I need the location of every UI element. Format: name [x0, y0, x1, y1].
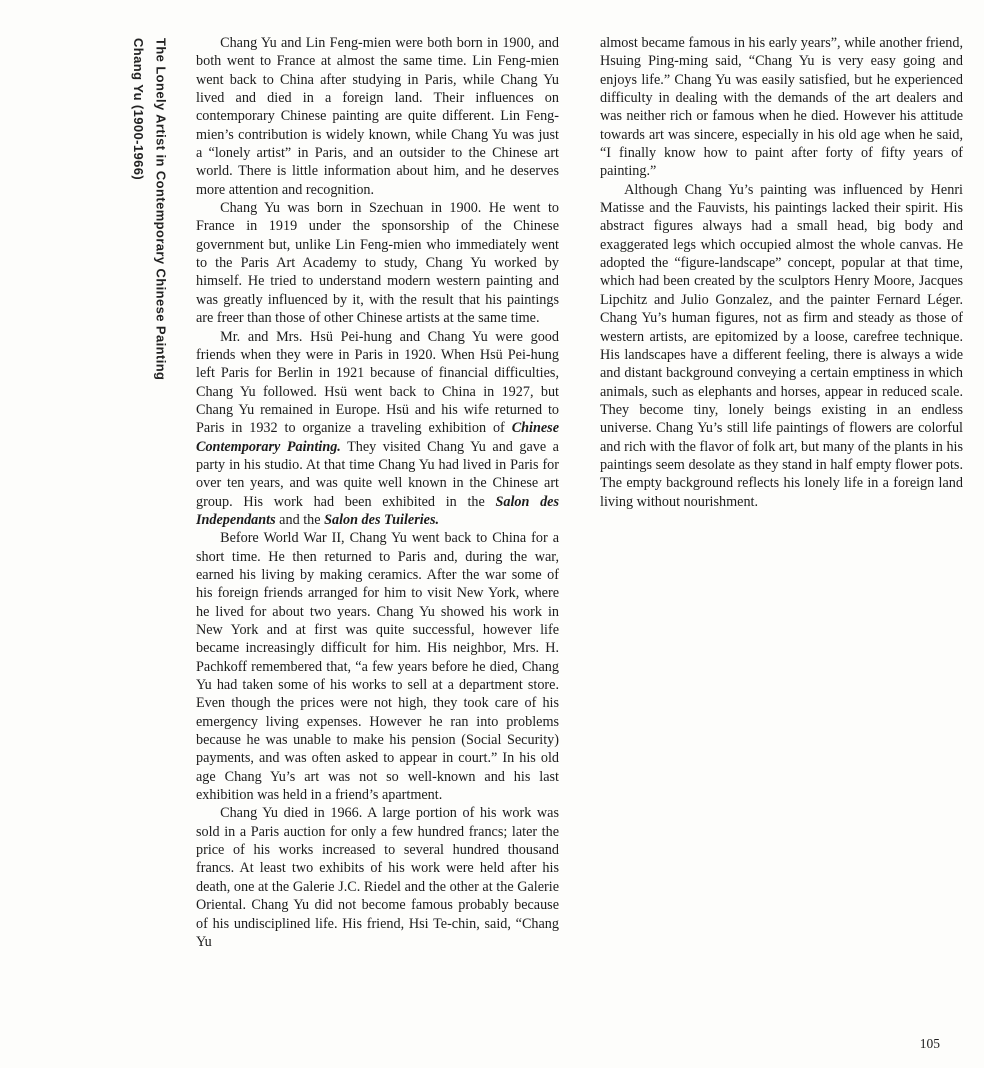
chapter-subtitle: The Lonely Artist in Contemporary Chinese Painting	[153, 38, 169, 381]
text-segment: Mr. and Mrs. Hsü Pei-hung and Chang Yu were good friends when they were in Paris in 1920. When Hsü Pei-hung left Paris for Berlin in 1921 because of financial difficulties, Chang Yu followed. Hsü went back to China in 1927, but Chang Yu remained in Europe. Hsü and his wife returned to Paris in 1932 to organize a traveling exhibition of	[196, 328, 559, 437]
text-column-right	[600, 34, 963, 511]
italic-text: Salon des Tuileries.	[324, 511, 440, 528]
paragraph	[196, 529, 559, 804]
text-segment: Chang Yu died in 1966. A large portion of his work was sold in a Paris auction for only a few hundred francs; later the price of his works increased to several hundred thousand francs. At least two exhibits of his work were held after his death, one at the Galerie J.C. Riedel and the other at the Galerie Oriental. Chang Yu did not become famous probably because of his undisciplined life. His friend, Hsi Te-chin, said, “Chang Yu	[196, 805, 559, 950]
chapter-title: Chang Yu (1900-1966)	[130, 38, 146, 181]
text-segment: Although Chang Yu’s painting was influenced by Henri Matisse and the Fauvists, his paintings lacked their spirit. His abstract figures always had a small head, big body and exaggerated legs which occupied almost the whole canvas. He adopted the “figure-landscape” concept, popular at that time, which had been created by the sculptors Henry Moore, Jacques Lipchitz and Julio Gonzalez, and the painter Fernard Léger. Chang Yu’s human figures, not as firm and steady as those of western artists, are epitomized by a loose, carefree technique. His landscapes have a different feeling, there is always a wide and distant background conveying a certain emptiness in which animals, such as elephants and horses, appear in reduced scale. They become tiny, lonely beings existing in an endless universe. Chang Yu’s still life paintings of flowers are colorful and rich with the flavor of folk art, but many of the plants in his paintings seem desolate as they stand in half empty flower pots. The empty background reflects his lonely life in a foreign land living without nourishment.	[600, 181, 963, 510]
page-number: 105	[919, 1036, 940, 1051]
text-segment: Before World War II, Chang Yu went back to China for a short time. He then returned to Paris and, during the war, earned his living by making ceramics. After the war some of his foreign friends arranged for him to visit New York, where he lived for about two years. Chang Yu showed his work in New York and at first was quite successful, however life became increasingly difficult for him. His neighbor, Mrs. H. Pachkoff remembered that, “a few years before he died, Chang Yu had taken some of his works to sell at a department store. Even though the prices were not high, they took care of his emergency living expenses. However he ran into problems because he was unable to make his pension (Social Security) payments, and was often asked to appear in court.” In his old age Chang Yu’s art was not so well-known and his last exhibition was held in a friend’s apartment.	[196, 530, 559, 804]
text-segment: Chang Yu and Lin Feng-mien were both born in 1900, and both went to France at almost the same time. Lin Feng-mien went back to China after studying in Paris, while Chang Yu lived and died in a foreign land. Their influences on contemporary Chinese painting are quite different. Lin Feng-mien’s contribution is widely known, while Chang Yu was just a “lonely artist” in Paris, and an outsider to the Chinese art world. There is little information about him, and he deserves more attention and recognition.	[196, 35, 559, 198]
italic-text: Salon des Independants	[196, 493, 559, 528]
paragraph	[196, 34, 559, 199]
text-segment: almost became famous in his early years”, while another friend, Hsuing Ping-ming said, “Chang Yu is very easy going and enjoys life.” Chang Yu was easily satisfied, but he experienced difficulty in dealing with the demands of the art dealers and was neither rich or famous when he died. However his attitude towards art was sincere, especially in his old age when he said, “I finally know how to paint after forty of fifty years of painting.”	[600, 35, 963, 180]
paragraph	[600, 181, 963, 511]
text-segment: and the	[275, 511, 325, 528]
text-segment: Chang Yu was born in Szechuan in 1900. He went to France in 1919 under the sponsorship of the Chinese government but, unlike Lin Feng-mien who immediately went to the Paris Art Academy to study, Chang Yu worked by himself. He tried to understand modern western painting and was greatly influenced by it, with the result that his paintings are freer than those of other Chinese artists at the same time.	[196, 200, 559, 327]
italic-text: Chinese Contemporary Painting.	[196, 420, 559, 455]
paragraph	[196, 328, 559, 530]
paragraph	[600, 34, 963, 181]
sidebar-title	[126, 38, 172, 380]
paragraph	[196, 199, 559, 327]
text-column-left	[196, 34, 559, 951]
text-segment: They visited Chang Yu and gave a party in his studio. At that time Chang Yu had lived in Paris for over ten years, and was quite well known in the Chinese art group. His work had been exhibited in the	[196, 438, 559, 510]
paragraph	[196, 804, 559, 951]
